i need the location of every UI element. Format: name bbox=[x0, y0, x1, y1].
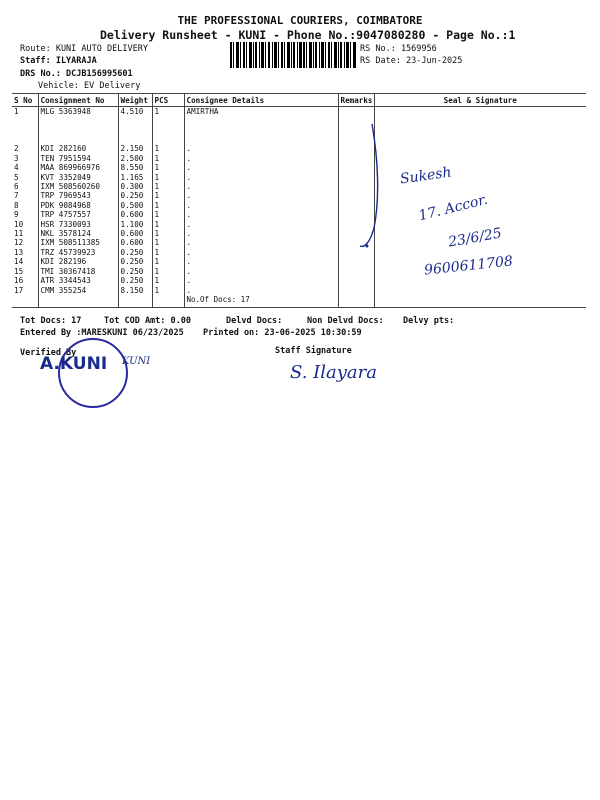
entered-by: Entered By :MARESKUNI 06/23/2025 bbox=[20, 328, 184, 338]
non-delivered-docs: Non Delvd Docs: bbox=[307, 316, 384, 326]
row-consignment-no: KDI 282160 bbox=[38, 144, 118, 153]
row-remarks bbox=[338, 276, 374, 285]
row-consignee: . bbox=[184, 238, 338, 247]
row-pcs: 1 bbox=[152, 210, 184, 219]
row-pcs: 1 bbox=[152, 144, 184, 153]
row-sno: 2 bbox=[14, 144, 19, 154]
row-remarks bbox=[338, 286, 374, 295]
row-pcs: 1 bbox=[152, 154, 184, 163]
handwritten-date: 23/6/25 bbox=[447, 225, 503, 251]
row-seal-signature bbox=[374, 144, 586, 153]
row-consignment-no: IXM 508560260 bbox=[38, 182, 118, 191]
row-consignee: . bbox=[184, 257, 338, 266]
row-pcs: 1 bbox=[152, 276, 184, 285]
row-sno: 11 bbox=[14, 229, 24, 239]
row-weight: 8.550 bbox=[118, 163, 152, 172]
row-consignee: . bbox=[184, 201, 338, 210]
row-weight: 0.250 bbox=[118, 248, 152, 257]
column-header: Weight bbox=[118, 94, 152, 107]
row-seal-signature bbox=[374, 107, 586, 117]
row-pcs: 1 bbox=[152, 173, 184, 182]
row-sno: 16 bbox=[14, 276, 24, 286]
row-remarks bbox=[338, 267, 374, 276]
row-weight: 0.250 bbox=[118, 257, 152, 266]
table-row bbox=[12, 201, 586, 210]
row-pcs: 1 bbox=[152, 220, 184, 229]
row-consignment-no: NKL 3578124 bbox=[38, 229, 118, 238]
column-header: Consignee Details bbox=[184, 94, 338, 107]
row-seal-signature bbox=[374, 276, 586, 285]
row-weight: 0.250 bbox=[118, 267, 152, 276]
row-seal-signature bbox=[374, 154, 586, 163]
spacer-cell bbox=[38, 116, 118, 144]
verifier-signature: A.KUNI bbox=[40, 354, 108, 374]
column-header: PCS bbox=[152, 94, 184, 107]
row-consignee: . bbox=[184, 191, 338, 200]
delivery-points: Delvy pts: bbox=[403, 316, 455, 326]
row-consignment-no: MAA 869966976 bbox=[38, 163, 118, 172]
table-row bbox=[12, 191, 586, 200]
row-seal-signature bbox=[374, 286, 586, 295]
row-weight: 0.250 bbox=[118, 191, 152, 200]
row-consignment-no: TRP 4757557 bbox=[38, 210, 118, 219]
spacer-cell bbox=[152, 116, 184, 144]
staff-handwritten-signature: S. Ilayara bbox=[290, 362, 377, 383]
row-sno: 14 bbox=[14, 257, 24, 267]
runsheet-table bbox=[12, 93, 586, 308]
column-header: S No bbox=[12, 94, 38, 107]
row-sno: 3 bbox=[14, 153, 19, 163]
row-consignment-no: CMM 355254 bbox=[38, 286, 118, 295]
row-consignment-no: IXM 508511385 bbox=[38, 238, 118, 247]
row-consignment-no: HSR 7330093 bbox=[38, 220, 118, 229]
row-pcs: 1 bbox=[152, 248, 184, 257]
barcode-icon bbox=[230, 42, 356, 68]
signature-stroke-icon bbox=[340, 118, 400, 258]
empty-cell bbox=[374, 295, 586, 308]
route-label: Route: KUNI AUTO DELIVERY bbox=[20, 44, 148, 54]
row-consignee: . bbox=[184, 286, 338, 295]
row-sno: 4 bbox=[14, 163, 19, 173]
rs-date: RS Date: 23-Jun-2025 bbox=[360, 56, 463, 66]
row-consignee: . bbox=[184, 210, 338, 219]
drs-number: DRS No.: DCJB156995601 bbox=[20, 69, 133, 79]
empty-cell bbox=[338, 295, 374, 308]
row-weight: 8.150 bbox=[118, 286, 152, 295]
table-row bbox=[12, 286, 586, 295]
stamp-text: KUNI bbox=[122, 356, 151, 367]
row-sno: 5 bbox=[14, 172, 19, 182]
rs-number: RS No.: 1569956 bbox=[360, 44, 437, 54]
row-consignment-no: TMI 30367418 bbox=[38, 267, 118, 276]
no-of-docs-row bbox=[12, 295, 586, 308]
row-pcs: 1 bbox=[152, 201, 184, 210]
row-pcs: 1 bbox=[152, 229, 184, 238]
row-sno: 12 bbox=[14, 238, 24, 248]
table-row bbox=[12, 210, 586, 219]
table-row bbox=[12, 182, 586, 191]
row-sno: 17 bbox=[14, 285, 24, 295]
row-remarks bbox=[338, 107, 374, 117]
row-pcs: 1 bbox=[152, 238, 184, 247]
row-sno: 10 bbox=[14, 219, 24, 229]
row-weight: 0.300 bbox=[118, 182, 152, 191]
column-header: Remarks bbox=[338, 94, 374, 107]
empty-cell bbox=[118, 295, 152, 308]
row-consignment-no: TRP 7969543 bbox=[38, 191, 118, 200]
row-consignee: . bbox=[184, 182, 338, 191]
row-weight: 0.600 bbox=[118, 229, 152, 238]
row-consignment-no: KDI 282196 bbox=[38, 257, 118, 266]
row-weight: 2.500 bbox=[118, 154, 152, 163]
row-consignment-no: TEN 7951594 bbox=[38, 154, 118, 163]
row-sno: 13 bbox=[14, 247, 24, 257]
row-consignment-no: ATR 3344543 bbox=[38, 276, 118, 285]
row-seal-signature bbox=[374, 220, 586, 229]
spacer-cell bbox=[118, 116, 152, 144]
row-consignee: . bbox=[184, 220, 338, 229]
row-weight: 1.165 bbox=[118, 173, 152, 182]
empty-cell bbox=[152, 295, 184, 308]
table-spacer-row bbox=[12, 116, 586, 144]
spacer-cell bbox=[374, 116, 586, 144]
table-header-row bbox=[12, 94, 586, 107]
printed-on: Printed on: 23-06-2025 10:30:59 bbox=[203, 328, 362, 338]
row-pcs: 1 bbox=[152, 257, 184, 266]
row-remarks bbox=[338, 257, 374, 266]
row-sno: 7 bbox=[14, 191, 19, 201]
row-weight: 2.150 bbox=[118, 144, 152, 153]
table-row bbox=[12, 154, 586, 163]
row-weight: 0.600 bbox=[118, 238, 152, 247]
no-of-docs: No.Of Docs: 17 bbox=[184, 295, 338, 308]
row-sno: 15 bbox=[14, 266, 24, 276]
row-weight: 0.500 bbox=[118, 201, 152, 210]
row-pcs: 1 bbox=[152, 191, 184, 200]
staff-label: Staff: ILYARAJA bbox=[20, 56, 97, 66]
row-weight: 1.100 bbox=[118, 220, 152, 229]
empty-cell bbox=[12, 295, 38, 308]
row-consignment-no: KVT 3352049 bbox=[38, 173, 118, 182]
row-consignment-no: PDK 9084968 bbox=[38, 201, 118, 210]
row-consignee: AMIRTHA bbox=[184, 107, 338, 117]
table-row bbox=[12, 107, 586, 117]
row-pcs: 1 bbox=[152, 267, 184, 276]
company-name: THE PROFESSIONAL COURIERS, COIMBATORE bbox=[177, 14, 423, 27]
table-row bbox=[12, 144, 586, 153]
column-header: Seal & Signature bbox=[374, 94, 586, 107]
empty-cell bbox=[38, 295, 118, 308]
row-consignee: . bbox=[184, 248, 338, 257]
row-consignee: . bbox=[184, 276, 338, 285]
row-consignment-no: MLG 5363948 bbox=[38, 107, 118, 117]
row-pcs: 1 bbox=[152, 163, 184, 172]
column-header: Consignment No bbox=[38, 94, 118, 107]
row-pcs: 1 bbox=[152, 286, 184, 295]
row-sno: 1 bbox=[14, 107, 19, 116]
tot-docs: Tot Docs: 17 bbox=[20, 316, 82, 326]
row-consignee: . bbox=[184, 267, 338, 276]
row-consignee: . bbox=[184, 173, 338, 182]
row-consignee: . bbox=[184, 154, 338, 163]
table-row bbox=[12, 173, 586, 182]
row-sno: 8 bbox=[14, 200, 19, 210]
runsheet-title: Delivery Runsheet - KUNI - Phone No.:9047080280 - Page No.:1 bbox=[100, 28, 516, 42]
row-sno: 9 bbox=[14, 210, 19, 220]
row-consignment-no: TRZ 45739923 bbox=[38, 248, 118, 257]
row-consignee: . bbox=[184, 229, 338, 238]
table-row bbox=[12, 163, 586, 172]
staff-signature-label: Staff Signature bbox=[275, 346, 352, 356]
handwritten-org: 17. Accor. bbox=[417, 191, 490, 225]
spacer-cell bbox=[12, 116, 38, 144]
row-consignee: . bbox=[184, 163, 338, 172]
handwritten-phone: 9600611708 bbox=[423, 253, 514, 279]
verified-by-label: Verified By bbox=[20, 348, 77, 358]
row-sno: 6 bbox=[14, 182, 19, 192]
row-pcs: 1 bbox=[152, 107, 184, 117]
tot-cod-amount: Tot COD Amt: 0.00 bbox=[104, 316, 191, 326]
table-row bbox=[12, 276, 586, 285]
row-consignee: . bbox=[184, 144, 338, 153]
handwritten-name: Sukesh bbox=[399, 164, 453, 188]
row-weight: 0.600 bbox=[118, 210, 152, 219]
row-pcs: 1 bbox=[152, 182, 184, 191]
row-weight: 4.510 bbox=[118, 107, 152, 117]
delivered-docs: Delvd Docs: bbox=[226, 316, 283, 326]
row-seal-signature bbox=[374, 210, 586, 219]
row-weight: 0.250 bbox=[118, 276, 152, 285]
spacer-cell bbox=[184, 116, 338, 144]
vehicle-label: Vehicle: EV Delivery bbox=[38, 81, 141, 91]
